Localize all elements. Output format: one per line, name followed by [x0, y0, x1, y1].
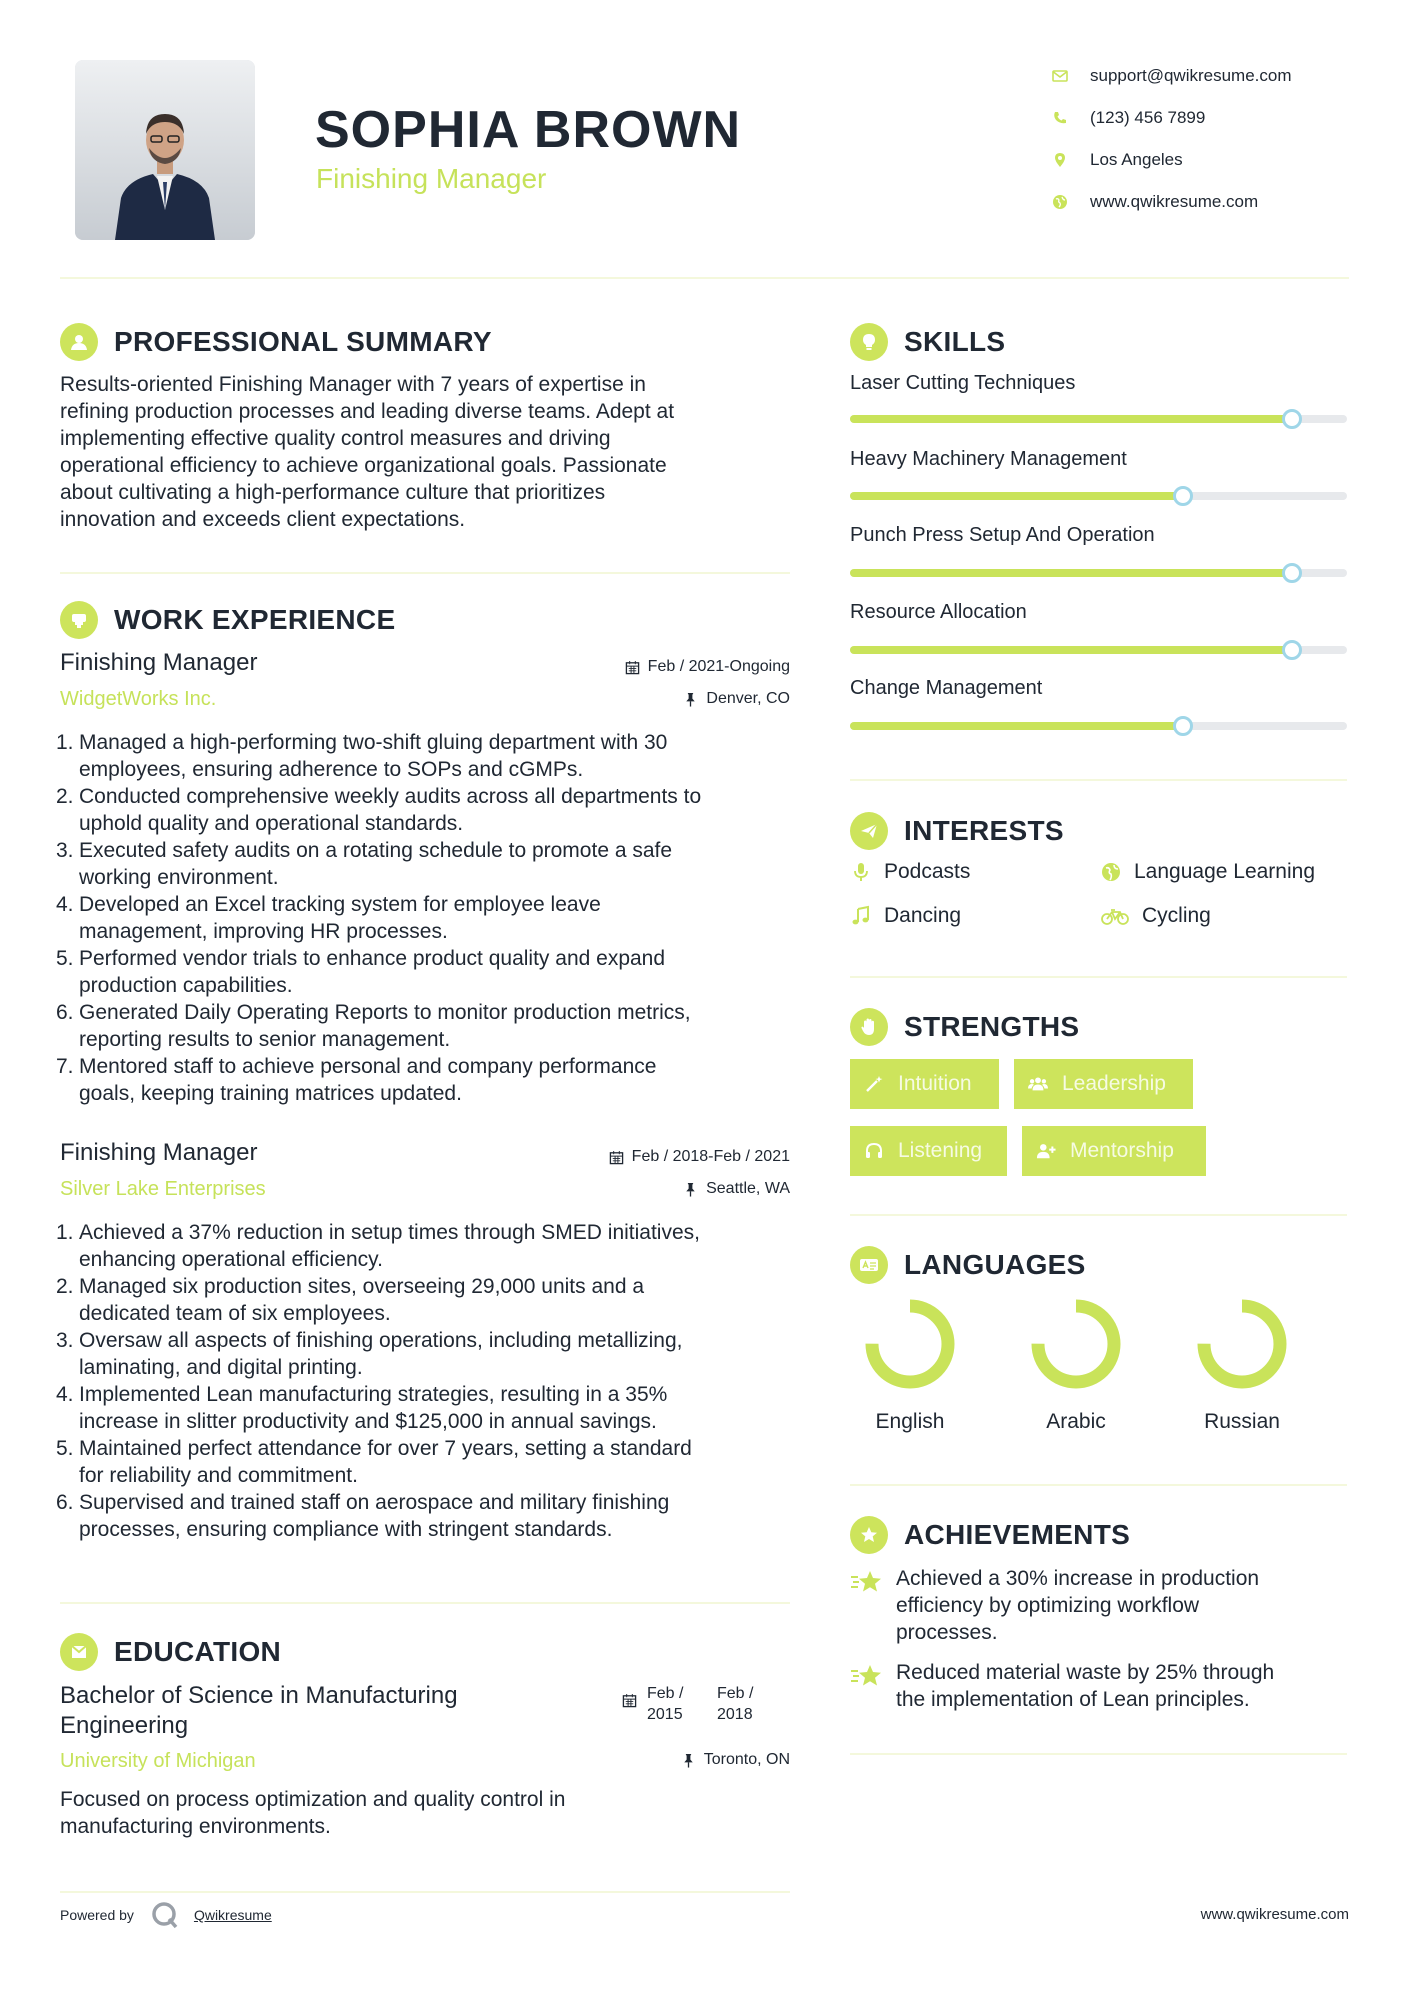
briefcase-icon — [68, 609, 90, 631]
profile-photo — [75, 60, 255, 240]
education-start-month: Feb / — [647, 1685, 684, 1702]
achievement-item — [850, 1659, 1340, 1713]
duty-line: employees, ensuring adherence to SOPs and cGMPs. — [79, 758, 584, 781]
duty-number: 2. — [56, 785, 74, 808]
job-1-location-text: Denver, CO — [706, 690, 790, 707]
job-1-dates-text: Feb / 2021-Ongoing — [647, 658, 790, 675]
duty-line: Managed six production sites, overseeing 29,000 units and a — [79, 1275, 645, 1298]
envelope-icon — [1052, 68, 1068, 84]
achievement-line: Achieved a 30% increase in production — [896, 1567, 1260, 1590]
interest-cycling — [1100, 904, 1211, 928]
duty-number: 2. — [56, 1275, 74, 1298]
skill-bar-fill — [850, 415, 1292, 423]
education-icon-badge — [60, 1633, 98, 1671]
resume-header — [0, 0, 1407, 280]
duty-line: dedicated team of six employees. — [79, 1302, 391, 1325]
duty-line: Maintained perfect attendance for over 7 years, setting a standard — [79, 1437, 692, 1460]
summary-heading — [60, 323, 492, 361]
graduation-icon — [68, 1641, 90, 1663]
job-1-location — [540, 690, 790, 708]
job-2-duties — [56, 1219, 800, 1543]
achievement-text — [896, 1659, 1274, 1713]
language-russian — [1187, 1296, 1297, 1434]
job-1-company: WidgetWorks Inc. — [60, 688, 217, 710]
calendar-icon — [622, 1693, 637, 1708]
languages-icon-badge — [850, 1246, 888, 1284]
strength-tag-leadership — [1014, 1059, 1193, 1109]
language-name: English — [875, 1410, 945, 1433]
duty-line: Conducted comprehensive weekly audits across all departments to — [79, 785, 702, 808]
duty-item — [56, 1489, 800, 1543]
summary-icon-badge — [60, 323, 98, 361]
footer-brand-link[interactable]: Qwikresume — [193, 1907, 272, 1923]
education-location — [540, 1751, 790, 1769]
skill-track — [850, 569, 1347, 577]
skill-bar-knob[interactable] — [1173, 716, 1193, 736]
person-portrait-icon — [75, 60, 255, 240]
skills-icon-badge — [850, 323, 888, 361]
duty-line: Executed safety audits on a rotating schedule to promote a safe — [79, 839, 673, 862]
duty-item — [56, 891, 800, 945]
skill-name: Change Management — [850, 677, 1043, 699]
contact-email-text: support@qwikresume.com — [1090, 66, 1292, 85]
education-end — [717, 1683, 777, 1725]
users-icon — [1028, 1074, 1048, 1094]
summary-line: refining production processes and leading diverse teams. Adept at — [60, 400, 675, 423]
languages-heading — [850, 1246, 1086, 1284]
strength-tag-mentorship — [1022, 1126, 1206, 1176]
education-desc-line: Focused on process optimization and quality control in — [60, 1788, 566, 1811]
achievements-heading — [850, 1516, 1130, 1554]
duty-line: enhancing operational efficiency. — [79, 1248, 383, 1271]
languages-divider — [850, 1484, 1347, 1486]
work-title: WORK EXPERIENCE — [114, 604, 396, 635]
skill-track — [850, 722, 1347, 730]
education-heading — [60, 1633, 281, 1671]
bicycle-icon — [1100, 905, 1130, 927]
strength-label: Mentorship — [1070, 1139, 1174, 1162]
interest-podcasts — [850, 860, 970, 884]
duty-line: processes, ensuring compliance with stringent standards. — [79, 1518, 613, 1541]
duty-item — [56, 1435, 800, 1489]
duty-number: 1. — [56, 1221, 74, 1244]
achievement-line: processes. — [896, 1621, 998, 1644]
duty-line: goals, keeping training matrices updated. — [79, 1082, 462, 1105]
duty-item — [56, 1381, 800, 1435]
language-ring-icon — [862, 1296, 958, 1392]
achievements-title: ACHIEVEMENTS — [904, 1519, 1131, 1550]
duty-item — [56, 729, 800, 783]
footer-powered-by: Powered by — [60, 1907, 134, 1923]
globe-icon — [1100, 861, 1122, 883]
skill-track — [850, 646, 1347, 654]
duty-item — [56, 837, 800, 891]
job-1-title: Finishing Manager — [60, 649, 258, 676]
languages-title: LANGUAGES — [904, 1249, 1086, 1280]
education-title: EDUCATION — [114, 1636, 282, 1667]
skill-name: Punch Press Setup And Operation — [850, 524, 1155, 546]
duty-line: Generated Daily Operating Reports to monitor production metrics, — [79, 1001, 691, 1024]
pushpin-icon — [683, 692, 698, 707]
qwikresume-logo-icon — [150, 1900, 180, 1930]
duty-number: 6. — [56, 1001, 74, 1024]
education-end-year: 2018 — [717, 1706, 753, 1723]
duty-item — [56, 999, 800, 1053]
star-badge-icon — [858, 1524, 880, 1546]
contact-email[interactable] — [1052, 55, 1292, 97]
duty-number: 5. — [56, 1437, 74, 1460]
job-1-dates — [540, 658, 790, 676]
achievement-text — [896, 1565, 1259, 1646]
duty-number: 1. — [56, 731, 74, 754]
duty-item — [56, 1219, 800, 1273]
strength-label: Listening — [898, 1139, 983, 1162]
duty-line: Implemented Lean manufacturing strategies, resulting in a 35% — [79, 1383, 668, 1406]
translate-icon — [858, 1254, 880, 1276]
achievement-line: the implementation of Lean principles. — [896, 1688, 1250, 1711]
calendar-icon — [625, 660, 640, 675]
duty-line: Developed an Excel tracking system for employee leave — [79, 893, 601, 916]
skill-name: Heavy Machinery Management — [850, 448, 1127, 470]
summary-title: PROFESSIONAL SUMMARY — [114, 326, 492, 357]
interest-label: Dancing — [884, 904, 962, 927]
map-pin-icon — [1052, 152, 1068, 168]
skills-divider — [850, 779, 1347, 781]
summary-line: innovation and exceeds client expectations. — [60, 508, 466, 531]
skill-bar-fill — [850, 569, 1292, 577]
microphone-icon — [850, 861, 872, 883]
degree-line: Bachelor of Science in Manufacturing — [60, 1682, 458, 1709]
strength-tag-intuition — [850, 1059, 999, 1109]
duty-line: production capabilities. — [79, 974, 293, 997]
duty-line: uphold quality and operational standards. — [79, 812, 464, 835]
education-location-text: Toronto, ON — [703, 1751, 790, 1768]
footer-credit — [60, 1900, 272, 1930]
skill-bar-knob[interactable] — [1282, 640, 1302, 660]
education-start-year: 2015 — [647, 1706, 683, 1723]
strengths-divider — [850, 1214, 1347, 1216]
contact-location — [1052, 139, 1292, 181]
interests-heading — [850, 812, 1064, 850]
header-divider — [60, 277, 1349, 279]
language-ring-icon — [1028, 1296, 1124, 1392]
school: University of Michigan — [60, 1750, 256, 1772]
language-english — [855, 1296, 965, 1434]
summary-divider — [60, 572, 790, 574]
summary-line: Results-oriented Finishing Manager with 7 years of expertise in — [60, 373, 646, 396]
interests-divider — [850, 976, 1347, 978]
skill-name: Resource Allocation — [850, 601, 1027, 623]
duty-line: Supervised and trained staff on aerospace and military finishing — [79, 1491, 670, 1514]
skill-bar-knob[interactable] — [1173, 486, 1193, 506]
contact-website[interactable] — [1052, 181, 1292, 223]
hand-icon — [858, 1016, 880, 1038]
duty-line: Performed vendor trials to enhance product quality and expand — [79, 947, 666, 970]
interest-label: Podcasts — [884, 860, 971, 883]
summary-line: about cultivating a high-performance culture that prioritizes — [60, 481, 606, 504]
skill-name: Laser Cutting Techniques — [850, 372, 1076, 394]
job-2-dates-text: Feb / 2018-Feb / 2021 — [631, 1148, 790, 1165]
job-2-company: Silver Lake Enterprises — [60, 1178, 266, 1200]
achievements-divider — [850, 1753, 1347, 1755]
duty-number: 4. — [56, 893, 74, 916]
language-arabic — [1021, 1296, 1131, 1434]
summary-text — [60, 371, 780, 533]
contact-location-text: Los Angeles — [1090, 150, 1183, 169]
summary-line: implementing effective quality control measures and driving — [60, 427, 611, 450]
summary-line: operational efficiency to achieve organizational goals. Passionate — [60, 454, 667, 477]
star-icon — [850, 1661, 884, 1691]
work-icon-badge — [60, 601, 98, 639]
education-dates — [622, 1683, 777, 1725]
globe-icon — [1052, 194, 1068, 210]
duty-number: 6. — [56, 1491, 74, 1514]
achievement-item — [850, 1565, 1340, 1646]
achievement-line: efficiency by optimizing workflow — [896, 1594, 1200, 1617]
job-1-duties — [56, 729, 800, 1107]
duty-line: Managed a high-performing two-shift gluing department with 30 — [79, 731, 668, 754]
language-name: Arabic — [1046, 1410, 1106, 1433]
duty-line: Oversaw all aspects of finishing operations, including metallizing, — [79, 1329, 683, 1352]
calendar-icon — [609, 1150, 624, 1165]
interests-icon-badge — [850, 812, 888, 850]
duty-line: increase in slitter productivity and $125,000 in annual savings. — [79, 1410, 657, 1433]
duty-number: 3. — [56, 839, 74, 862]
duty-line: laminating, and digital printing. — [79, 1356, 363, 1379]
education-start — [647, 1683, 717, 1725]
duty-item — [56, 783, 800, 837]
skill-bar-fill — [850, 492, 1183, 500]
duty-item — [56, 1327, 800, 1381]
user-icon — [68, 331, 90, 353]
interest-dancing — [850, 904, 961, 928]
strength-label: Intuition — [898, 1072, 972, 1095]
interest-label: Cycling — [1142, 904, 1211, 927]
phone-icon — [1052, 110, 1068, 126]
pushpin-icon — [683, 1182, 698, 1197]
candidate-name: SOPHIA BROWN — [315, 101, 742, 159]
degree — [60, 1681, 458, 1741]
strengths-heading — [850, 1008, 1079, 1046]
footer-website[interactable]: www.qwikresume.com — [1200, 1906, 1349, 1923]
job-2-title: Finishing Manager — [60, 1139, 258, 1166]
magic-wand-icon — [864, 1074, 884, 1094]
duty-line: Achieved a 37% reduction in setup times through SMED initiatives, — [79, 1221, 700, 1244]
achievement-line: Reduced material waste by 25% through — [896, 1661, 1275, 1684]
language-ring-icon — [1194, 1296, 1290, 1392]
duty-item — [56, 945, 800, 999]
job-2-location-text: Seattle, WA — [706, 1180, 790, 1197]
achievements-icon-badge — [850, 1516, 888, 1554]
skill-bar-fill — [850, 722, 1183, 730]
skill-track — [850, 415, 1347, 423]
job-2-location — [540, 1180, 790, 1198]
paper-plane-icon — [858, 820, 880, 842]
headphones-icon — [864, 1141, 884, 1161]
work-heading — [60, 601, 395, 639]
duty-line: reporting results to senior management. — [79, 1028, 451, 1051]
skill-bar-knob[interactable] — [1282, 409, 1302, 429]
candidate-title: Finishing Manager — [316, 163, 547, 194]
duty-number: 3. — [56, 1329, 74, 1352]
degree-line: Engineering — [60, 1712, 189, 1739]
language-name: Russian — [1204, 1410, 1280, 1433]
music-note-icon — [850, 905, 872, 927]
duty-item — [56, 1053, 800, 1107]
job-2-dates — [540, 1148, 790, 1166]
strengths-title: STRENGTHS — [904, 1011, 1080, 1042]
strength-label: Leadership — [1062, 1072, 1166, 1095]
contact-phone-text: (123) 456 7899 — [1090, 108, 1206, 127]
education-description — [60, 1786, 780, 1840]
contact-list — [1052, 55, 1292, 223]
strength-tag-listening — [850, 1126, 1007, 1176]
duty-number: 7. — [56, 1055, 74, 1078]
user-plus-icon — [1036, 1141, 1056, 1161]
pushpin-icon — [681, 1753, 696, 1768]
duty-number: 4. — [56, 1383, 74, 1406]
lightbulb-icon — [858, 331, 880, 353]
strengths-icon-badge — [850, 1008, 888, 1046]
skill-bar-fill — [850, 646, 1292, 654]
contact-phone[interactable] — [1052, 97, 1292, 139]
interests-title: INTERESTS — [904, 815, 1064, 846]
education-divider — [60, 1891, 790, 1893]
skills-heading — [850, 323, 1005, 361]
education-desc-line: manufacturing environments. — [60, 1815, 331, 1838]
duty-line: management, improving HR processes. — [79, 920, 448, 943]
skill-bar-knob[interactable] — [1282, 563, 1302, 583]
skills-title: SKILLS — [904, 326, 1006, 357]
interest-language-learning — [1100, 860, 1315, 884]
contact-website-text: www.qwikresume.com — [1090, 192, 1259, 211]
duty-number: 5. — [56, 947, 74, 970]
duty-line: Mentored staff to achieve personal and company performance — [79, 1055, 657, 1078]
duty-line: for reliability and commitment. — [79, 1464, 358, 1487]
interest-label: Language Learning — [1134, 860, 1316, 883]
star-icon — [850, 1567, 884, 1597]
work-divider — [60, 1602, 790, 1604]
duty-item — [56, 1273, 800, 1327]
skill-track — [850, 492, 1347, 500]
duty-line: working environment. — [79, 866, 279, 889]
education-end-month: Feb / — [717, 1685, 754, 1702]
